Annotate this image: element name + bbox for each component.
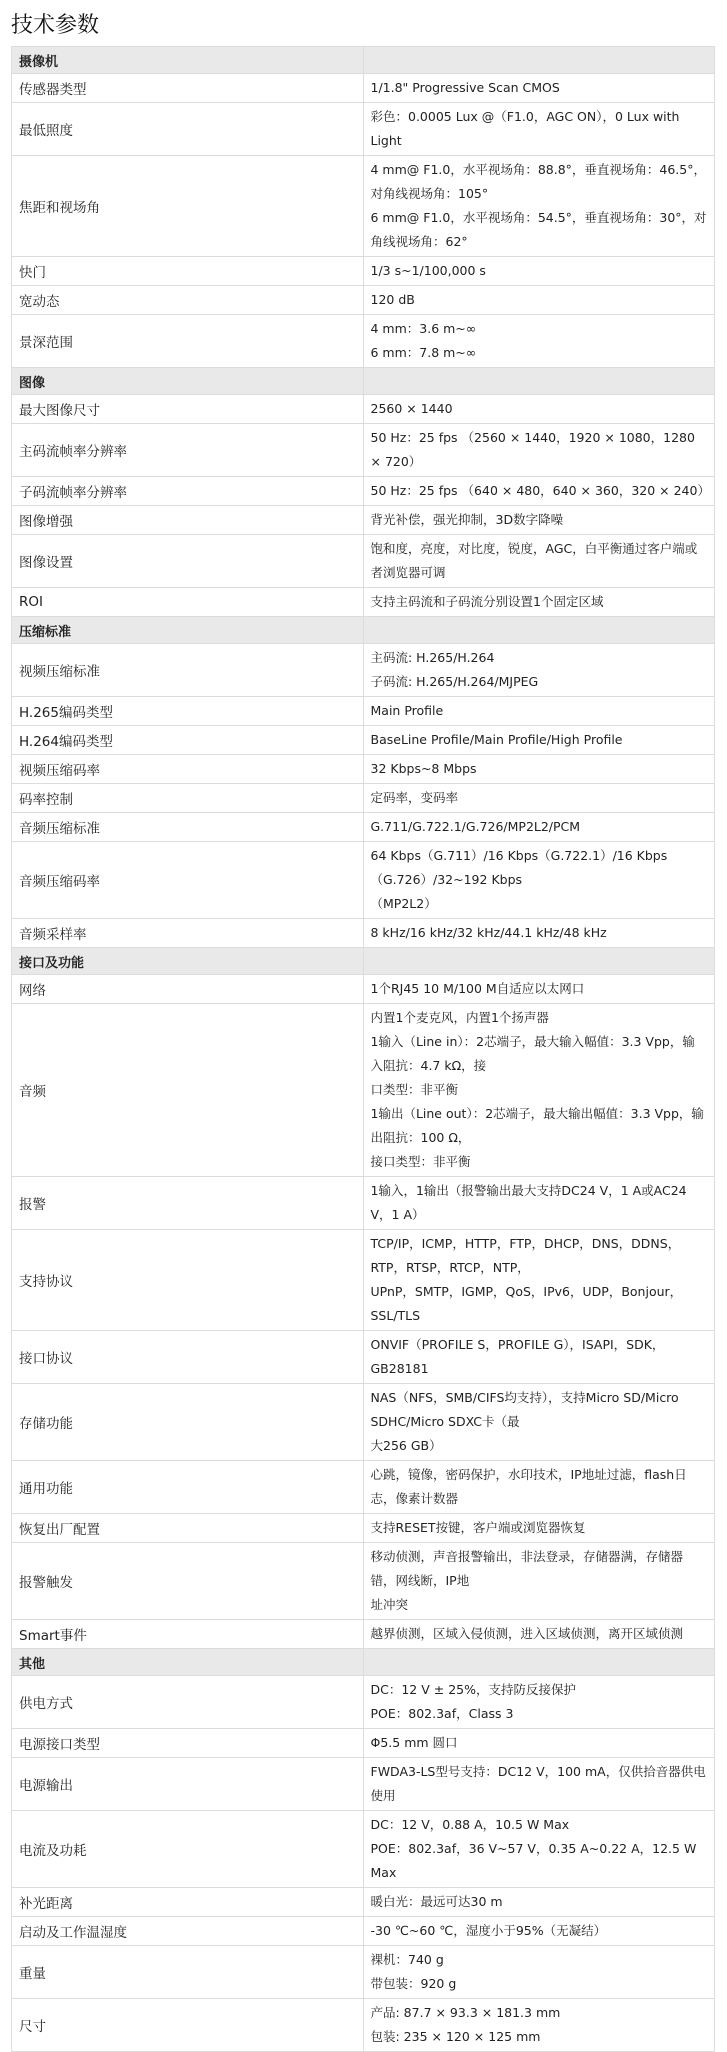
spec-value-line: 1/1.8" Progressive Scan CMOS — [370, 80, 560, 95]
spec-value — [363, 1004, 715, 1177]
spec-row — [12, 1917, 715, 1946]
spec-value-line: 背光补偿，强光抑制，3D数字降噪 — [370, 512, 564, 527]
spec-row — [12, 1888, 715, 1917]
spec-value — [363, 1888, 715, 1917]
spec-value-line: 彩色：0.0005 Lux @（F1.0，AGC ON），0 Lux with Light — [370, 109, 684, 148]
spec-value-line: 50 Hz：25 fps （640 × 480，640 × 360，320 × 240） — [370, 483, 710, 498]
spec-value-line: 定码率，变码率 — [370, 790, 459, 805]
spec-row — [12, 697, 715, 726]
spec-row — [12, 784, 715, 813]
spec-value — [363, 784, 715, 813]
spec-label: 电源接口类型 — [12, 1729, 364, 1758]
spec-value — [363, 395, 715, 424]
spec-value-line: 饱和度，亮度，对比度，锐度，AGC，白平衡通过客户端或者浏览器可调 — [370, 541, 698, 580]
section-title: 接口及功能 — [12, 948, 364, 975]
spec-value — [363, 1946, 715, 1999]
spec-value-line: 址冲突 — [370, 1597, 409, 1612]
spec-label: 通用功能 — [12, 1461, 364, 1514]
spec-value-line: 6 mm@ F1.0，水平视场角：54.5°，垂直视场角：30°，对角线视场角：62° — [370, 210, 707, 249]
spec-row — [12, 395, 715, 424]
spec-value — [363, 477, 715, 506]
spec-label: 最低照度 — [12, 103, 364, 156]
spec-label: 补光距离 — [12, 1888, 364, 1917]
section-header — [12, 47, 715, 74]
spec-value-line: TCP/IP，ICMP，HTTP，FTP，DHCP，DNS，DDNS，RTP，RTSP，RTCP，NTP， — [370, 1236, 681, 1275]
spec-row — [12, 535, 715, 588]
spec-value-line: 产品: 87.7 × 93.3 × 181.3 mm — [370, 2005, 561, 2020]
spec-value-line: 包装: 235 × 120 × 125 mm — [370, 2029, 541, 2044]
spec-value-line: 4 mm：3.6 m~∞ — [370, 321, 477, 336]
spec-value-line: 支持RESET按键，客户端或浏览器恢复 — [370, 1520, 586, 1535]
spec-value-line: 主码流: H.265/H.264 — [370, 650, 495, 665]
spec-value-line: DC：12 V，0.88 A，10.5 W Max — [370, 1817, 570, 1832]
spec-value-line: 1输入（Line in）：2芯端子，最大输入幅值：3.3 Vpp，输入阻抗：4.7 kΩ，接 — [370, 1034, 695, 1073]
spec-label: 电源输出 — [12, 1758, 364, 1811]
section-header-filler — [363, 47, 715, 74]
spec-value-line: FWDA3-LS型号支持：DC12 V，100 mA，仅供拾音器供电使用 — [370, 1764, 706, 1803]
spec-value-line: 50 Hz：25 fps （2560 × 1440，1920 × 1080，1280 × 720） — [370, 430, 699, 469]
spec-row — [12, 1758, 715, 1811]
spec-label: 音频 — [12, 1004, 364, 1177]
spec-value — [363, 1331, 715, 1384]
spec-value-line: Φ5.5 mm 圆口 — [370, 1735, 458, 1750]
section-header — [12, 368, 715, 395]
spec-value-line: 8 kHz/16 kHz/32 kHz/44.1 kHz/48 kHz — [370, 925, 607, 940]
spec-value — [363, 1620, 715, 1649]
spec-value — [363, 1758, 715, 1811]
spec-label: 图像增强 — [12, 506, 364, 535]
spec-label: 接口协议 — [12, 1331, 364, 1384]
spec-row — [12, 1331, 715, 1384]
spec-value — [363, 975, 715, 1004]
spec-label: 尺寸 — [12, 1999, 364, 2052]
section-header-filler — [363, 617, 715, 644]
spec-value-line: 支持主码流和子码流分别设置1个固定区域 — [370, 594, 604, 609]
spec-value-line: 心跳，镜像，密码保护，水印技术，IP地址过滤，flash日志，像素计数器 — [370, 1467, 687, 1506]
spec-label: 宽动态 — [12, 286, 364, 315]
spec-value-line: 内置1个麦克风，内置1个扬声器 — [370, 1010, 549, 1025]
spec-value — [363, 1514, 715, 1543]
spec-label: 电流及功耗 — [12, 1811, 364, 1888]
spec-row — [12, 1811, 715, 1888]
section-header-filler — [363, 948, 715, 975]
spec-value-line: ONVIF（PROFILE S，PROFILE G），ISAPI，SDK，GB28181 — [370, 1337, 665, 1376]
section-header — [12, 617, 715, 644]
spec-table-body — [12, 47, 715, 2052]
spec-value-line: 暖白光：最远可达30 m — [370, 1894, 503, 1909]
section-title: 摄像机 — [12, 47, 364, 74]
spec-value-line: DC：12 V ± 25%，支持防反接保护 — [370, 1682, 576, 1697]
spec-value — [363, 644, 715, 697]
spec-value — [363, 1461, 715, 1514]
spec-row — [12, 103, 715, 156]
spec-value-line: 越界侦测，区域入侵侦测，进入区域侦测，离开区域侦测 — [370, 1626, 684, 1641]
spec-value — [363, 257, 715, 286]
spec-row — [12, 1729, 715, 1758]
spec-value-line: 6 mm：7.8 m~∞ — [370, 345, 477, 360]
spec-row — [12, 74, 715, 103]
section-header-filler — [363, 368, 715, 395]
spec-value-line: 口类型：非平衡 — [370, 1082, 459, 1097]
spec-row — [12, 506, 715, 535]
spec-row — [12, 286, 715, 315]
spec-value-line: 裸机：740 g — [370, 1952, 444, 1967]
spec-row — [12, 975, 715, 1004]
spec-value-line: 带包装：920 g — [370, 1976, 457, 1991]
spec-value — [363, 588, 715, 617]
spec-row — [12, 1461, 715, 1514]
spec-value — [363, 813, 715, 842]
section-title: 图像 — [12, 368, 364, 395]
spec-row — [12, 477, 715, 506]
spec-label: 视频压缩标准 — [12, 644, 364, 697]
spec-value-line: 2560 × 1440 — [370, 401, 453, 416]
spec-row — [12, 644, 715, 697]
spec-row — [12, 755, 715, 784]
spec-label: 图像设置 — [12, 535, 364, 588]
spec-value-line: 120 dB — [370, 292, 415, 307]
spec-label: 视频压缩码率 — [12, 755, 364, 784]
spec-value-line: 1个RJ45 10 M/100 M自适应以太网口 — [370, 981, 585, 996]
spec-value — [363, 1811, 715, 1888]
spec-row — [12, 1999, 715, 2052]
page-title: 技术参数 — [11, 13, 100, 38]
spec-value — [363, 726, 715, 755]
spec-value-line: Main Profile — [370, 703, 444, 718]
spec-value-line: 64 Kbps（G.711）/16 Kbps（G.722.1）/16 Kbps（G.726）/32~192 Kbps — [370, 848, 668, 887]
spec-value — [363, 919, 715, 948]
spec-value — [363, 1999, 715, 2052]
spec-label: 最大图像尺寸 — [12, 395, 364, 424]
spec-value-line: G.711/G.722.1/G.726/MP2L2/PCM — [370, 819, 581, 834]
spec-row — [12, 1230, 715, 1331]
spec-value-line: BaseLine Profile/Main Profile/High Profile — [370, 732, 623, 747]
spec-value-line: 1输入，1输出（报警输出最大支持DC24 V，1 A或AC24 V，1 A） — [370, 1183, 691, 1222]
spec-value-line: 接口类型：非平衡 — [370, 1154, 471, 1169]
spec-row — [12, 1946, 715, 1999]
spec-row — [12, 1620, 715, 1649]
spec-value — [363, 1543, 715, 1620]
spec-label: 景深范围 — [12, 315, 364, 368]
spec-value-line: POE：802.3af，Class 3 — [370, 1706, 514, 1721]
spec-label: 供电方式 — [12, 1676, 364, 1729]
spec-row — [12, 257, 715, 286]
section-title: 其他 — [12, 1649, 364, 1676]
spec-label: 焦距和视场角 — [12, 156, 364, 257]
spec-value-line: 1输出（Line out）：2芯端子，最大输出幅值：3.3 Vpp，输出阻抗：100 Ω， — [370, 1106, 704, 1145]
spec-value — [363, 755, 715, 784]
spec-value-line: 4 mm@ F1.0，水平视场角：88.8°，垂直视场角：46.5°，对角线视场角：105° — [370, 162, 706, 201]
spec-value — [363, 74, 715, 103]
spec-row — [12, 1676, 715, 1729]
spec-value-line: 32 Kbps~8 Mbps — [370, 761, 477, 776]
spec-label: 启动及工作温湿度 — [12, 1917, 364, 1946]
spec-value — [363, 1384, 715, 1461]
spec-label: Smart事件 — [12, 1620, 364, 1649]
spec-value — [363, 1177, 715, 1230]
spec-value-line: （MP2L2） — [370, 896, 437, 911]
spec-label: 主码流帧率分辨率 — [12, 424, 364, 477]
spec-value-line: 子码流: H.265/H.264/MJPEG — [370, 674, 539, 689]
spec-label: 报警 — [12, 1177, 364, 1230]
spec-value-line: 1/3 s~1/100,000 s — [370, 263, 486, 278]
spec-value — [363, 1230, 715, 1331]
spec-label: 子码流帧率分辨率 — [12, 477, 364, 506]
spec-value — [363, 1917, 715, 1946]
spec-value — [363, 315, 715, 368]
section-header — [12, 1649, 715, 1676]
spec-row — [12, 588, 715, 617]
spec-value — [363, 103, 715, 156]
spec-value — [363, 697, 715, 726]
spec-value-line: POE：802.3af，36 V~57 V，0.35 A~0.22 A，12.5 W Max — [370, 1841, 701, 1880]
spec-label: 传感器类型 — [12, 74, 364, 103]
section-title: 压缩标准 — [12, 617, 364, 644]
spec-row — [12, 1514, 715, 1543]
spec-value-line: NAS（NFS，SMB/CIFS均支持），支持Micro SD/Micro SDHC/Micro SDXC卡（最 — [370, 1390, 683, 1429]
spec-row — [12, 1177, 715, 1230]
spec-value-line: 大256 GB） — [370, 1438, 442, 1453]
spec-value-line: 移动侦测，声音报警输出，非法登录，存储器满，存储器错，网线断，IP地 — [370, 1549, 684, 1588]
spec-label: H.265编码类型 — [12, 697, 364, 726]
section-header — [12, 948, 715, 975]
spec-row — [12, 1543, 715, 1620]
spec-row — [12, 1004, 715, 1177]
spec-table — [11, 46, 715, 2052]
spec-value-line: -30 ℃~60 ℃，湿度小于95%（无凝结） — [370, 1923, 607, 1938]
spec-label: 存储功能 — [12, 1384, 364, 1461]
spec-row — [12, 156, 715, 257]
spec-label: 报警触发 — [12, 1543, 364, 1620]
spec-label: 恢复出厂配置 — [12, 1514, 364, 1543]
spec-value — [363, 156, 715, 257]
spec-label: 重量 — [12, 1946, 364, 1999]
spec-label: 码率控制 — [12, 784, 364, 813]
spec-value — [363, 1729, 715, 1758]
spec-row — [12, 842, 715, 919]
spec-row — [12, 424, 715, 477]
spec-row — [12, 315, 715, 368]
spec-label: 快门 — [12, 257, 364, 286]
spec-value — [363, 842, 715, 919]
spec-label: 音频压缩标准 — [12, 813, 364, 842]
spec-row — [12, 726, 715, 755]
spec-value — [363, 506, 715, 535]
spec-value — [363, 1676, 715, 1729]
spec-label: ROI — [12, 588, 364, 617]
spec-label: H.264编码类型 — [12, 726, 364, 755]
spec-row — [12, 1384, 715, 1461]
spec-label: 网络 — [12, 975, 364, 1004]
section-header-filler — [363, 1649, 715, 1676]
spec-label: 音频压缩码率 — [12, 842, 364, 919]
spec-row — [12, 813, 715, 842]
spec-row — [12, 919, 715, 948]
spec-label: 支持协议 — [12, 1230, 364, 1331]
spec-value — [363, 535, 715, 588]
spec-value — [363, 286, 715, 315]
spec-value — [363, 424, 715, 477]
spec-label: 音频采样率 — [12, 919, 364, 948]
spec-value-line: UPnP，SMTP，IGMP，QoS，IPv6，UDP，Bonjour，SSL/TLS — [370, 1284, 683, 1323]
